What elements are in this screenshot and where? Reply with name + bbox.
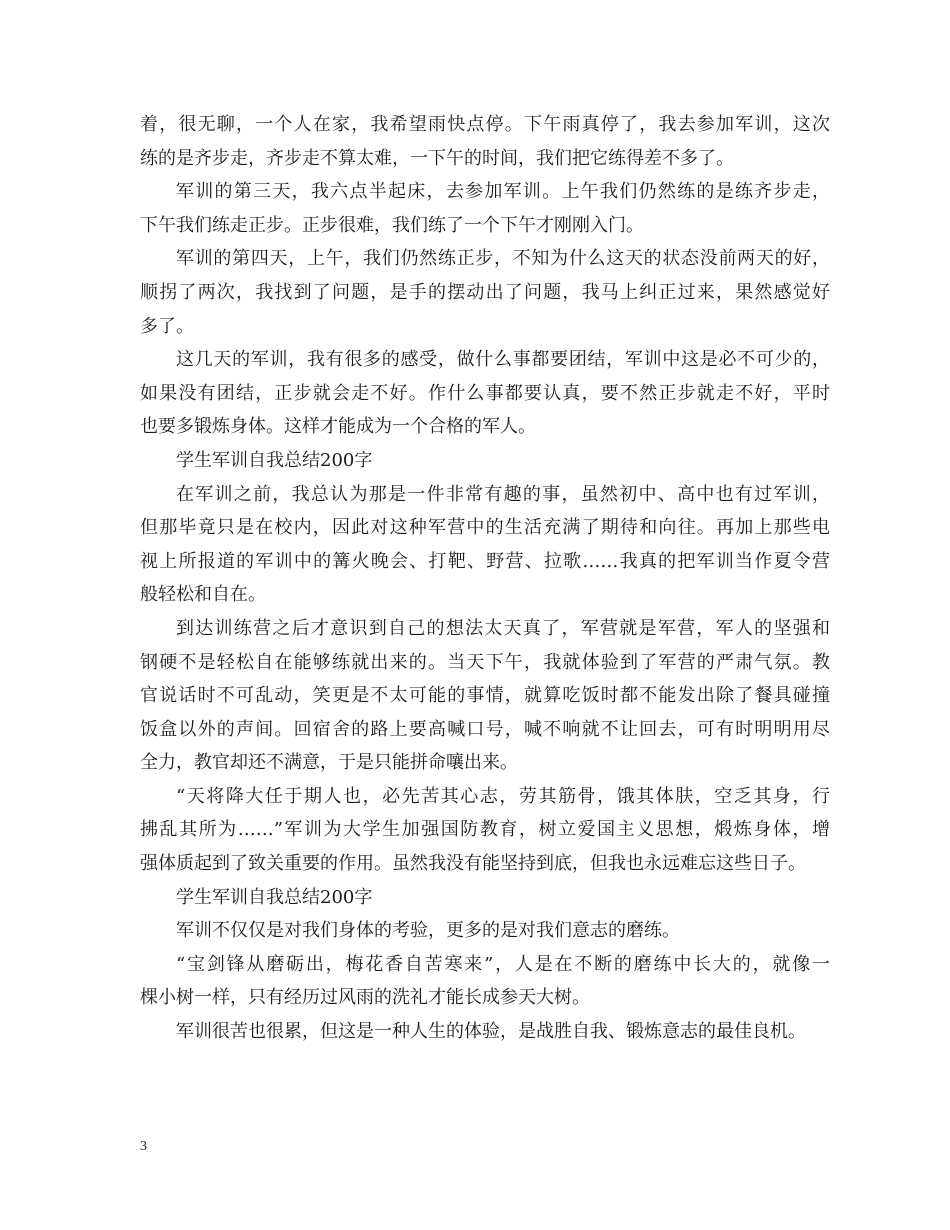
text-line: 下午我们练走正步。正步很难，我们练了一个下午才刚刚入门。 xyxy=(140,214,644,236)
text-line: 饭盒以外的声间。回宿舍的路上要高喊口号，喊不响就不让回去，可有时明明用尽 xyxy=(140,718,830,740)
text-line: 拂乱其所为……”军训为大学生加强国防教育，树立爱国主义思想，煅炼身体，增 xyxy=(140,819,830,841)
document-body xyxy=(140,108,830,1049)
text-line: 军训很苦也很累，但这是一种人生的体验，是战胜自我、锻炼意志的最佳良机。 xyxy=(176,1021,806,1043)
text-line: 官说话时不可乱动，笑更是不太可能的事情，就算吃饭时都不能发出除了餐具碰撞 xyxy=(140,685,830,707)
text-line: 学生军训自我总结200字 xyxy=(176,449,373,471)
text-line: 也要多锻炼身体。这样才能成为一个合格的军人。 xyxy=(140,416,536,438)
text-line: 军训的第四天，上午，我们仍然练正步，不知为什么这天的状态没前两天的好， xyxy=(176,248,830,270)
text-line: 这几天的军训，我有很多的感受，做什么事都要团结，军训中这是必不可少的， xyxy=(176,349,830,371)
text-line: 强体质起到了致关重要的作用。虽然我没有能坚持到底，但我也永远难忘这些日子。 xyxy=(140,853,806,875)
text-line: 钢硬不是轻松自在能够练就出来的。当天下午，我就体验到了军营的严肃气氛。教 xyxy=(140,651,830,673)
text-line: 棵小树一样，只有经历过风雨的洗礼才能长成参天大树。 xyxy=(140,987,590,1009)
text-line: 多了。 xyxy=(140,315,194,337)
text-line: “宝剑锋从磨砺出，梅花香自苦寒来”，人是在不断的磨练中长大的，就像一 xyxy=(176,953,830,975)
text-line: “天将降大任于期人也，必先苦其心志，劳其筋骨，饿其体肤，空乏其身，行 xyxy=(176,785,830,807)
text-line: 全力，教官却还不满意，于是只能拼命嚷出来。 xyxy=(140,752,518,774)
text-line: 练的是齐步走，齐步走不算太难，一下午的时间，我们把它练得差不多了。 xyxy=(140,147,734,169)
text-line: 到达训练营之后才意识到自己的想法太天真了，军营就是军营，军人的坚强和 xyxy=(176,617,830,639)
text-line: 在军训之前，我总认为那是一件非常有趣的事，虽然初中、高中也有过军训， xyxy=(176,483,830,505)
text-line: 军训的第三天，我六点半起床，去参加军训。上午我们仍然练的是练齐步走， xyxy=(176,181,830,203)
text-line: 般轻松和自在。 xyxy=(140,584,266,606)
text-line: 但那毕竟只是在校内，因此对这种军营中的生活充满了期待和向往。再加上那些电 xyxy=(140,517,830,539)
text-line: 如果没有团结，正步就会走不好。作什么事都要认真，要不然正步就走不好，平时 xyxy=(140,382,830,404)
text-line: 学生军训自我总结200字 xyxy=(176,886,373,908)
text-line: 顺拐了两次，我找到了问题，是手的摆动出了问题，我马上纠正过来，果然感觉好 xyxy=(140,281,830,303)
page-number: 3 xyxy=(140,1139,147,1154)
text-line: 着，很无聊，一个人在家，我希望雨快点停。下午雨真停了，我去参加军训，这次 xyxy=(140,114,830,135)
text-line: 视上所报道的军训中的篝火晚会、打靶、野营、拉歌……我真的把军训当作夏令营 xyxy=(140,550,830,572)
text-line: 军训不仅仅是对我们身体的考验，更多的是对我们意志的磨练。 xyxy=(176,920,680,942)
